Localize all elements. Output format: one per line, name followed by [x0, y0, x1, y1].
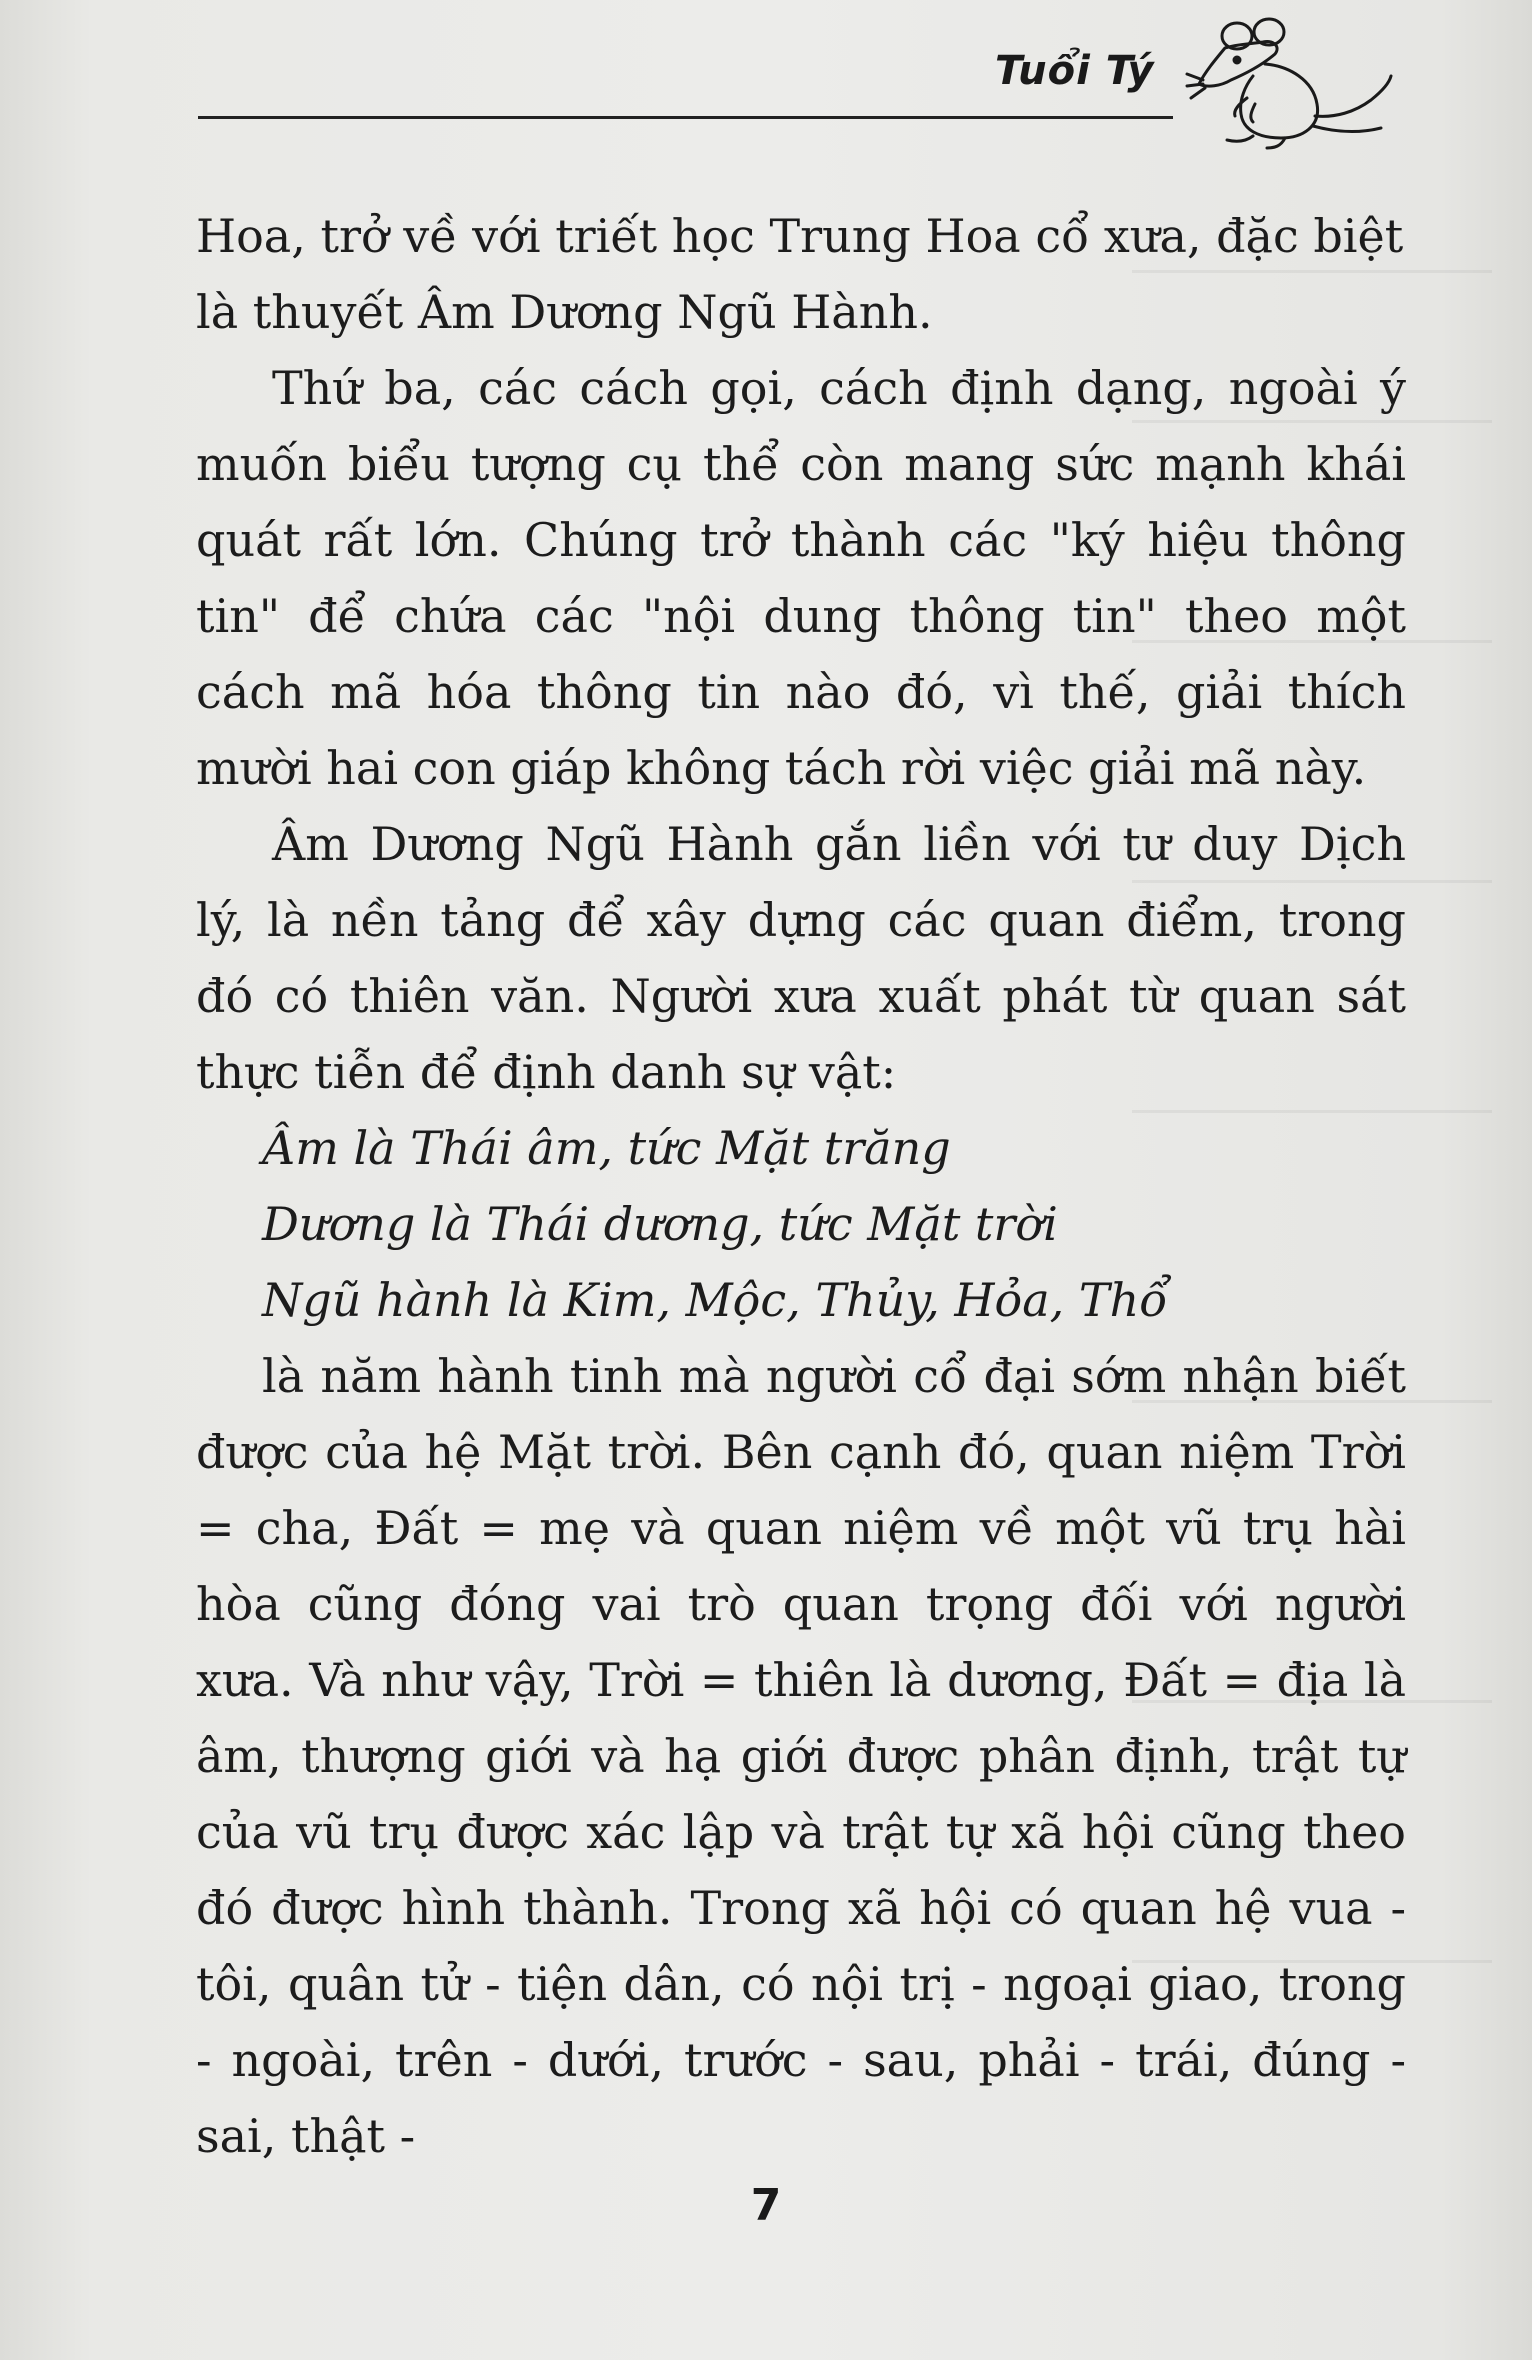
verse-line-am: Âm là Thái âm, tức Mặt trăng [262, 1121, 951, 1175]
verse-line-ngu-hanh: Ngũ hành là Kim, Mộc, Thủy, Hỏa, Thổ [262, 1273, 1168, 1327]
header-rule [198, 116, 1173, 119]
paragraph-continued-line-1: Hoa, trở về với triết học Trung Hoa cổ xưa, đặc biệt [196, 209, 1404, 263]
verse-line-duong: Dương là Thái dương, tức Mặt trời [262, 1197, 1058, 1251]
paragraph-planets: là năm hành tinh mà người cổ đại sớm nhận biết được của hệ Mặt trời. Bên cạnh đó, quan niệm Trời = cha, Đất = mẹ và quan niệm về một vũ trụ hài hòa cũng đóng vai trò quan trọng đối với người xưa. Và như vậy, Trời = thiên là dương, Đất = địa là âm, thượng giới và hạ giới được phân định, trật tự của vũ trụ được xác lập và trật tự xã hội cũng theo đó được hình thành. Trong xã hội có quan hệ vua - tôi, quân tử - tiện dân, có nội trị - ngoại giao, trong - ngoài, trên - dưới, trước - sau, phải - trái, đúng - sai, thật - [196, 1349, 1406, 2163]
paragraph-continued-line-2: là thuyết Âm Dương Ngũ Hành. [196, 285, 933, 339]
page-number: 7 [750, 2180, 782, 2231]
paragraph-third-point: Thứ ba, các cách gọi, cách định dạng, ngoài ý muốn biểu tượng cụ thể còn mang sức mạnh khái quát rất lớn. Chúng trở thành các "ký hiệu thông tin" để chứa các "nội dung thông tin" theo một cách mã hóa thông tin nào đó, vì thế, giải thích mười hai con giáp không tách rời việc giải mã này. [196, 361, 1406, 795]
body-text [196, 198, 1406, 2174]
paragraph-am-duong: Âm Dương Ngũ Hành gắn liền với tư duy Dịch lý, là nền tảng để xây dựng các quan điểm, trong đó có thiên văn. Người xưa xuất phát từ quan sát thực tiễn để định danh sự vật: [196, 817, 1406, 1099]
rat-icon [1185, 14, 1395, 164]
running-header-title: Tuổi Tý [995, 48, 1155, 94]
